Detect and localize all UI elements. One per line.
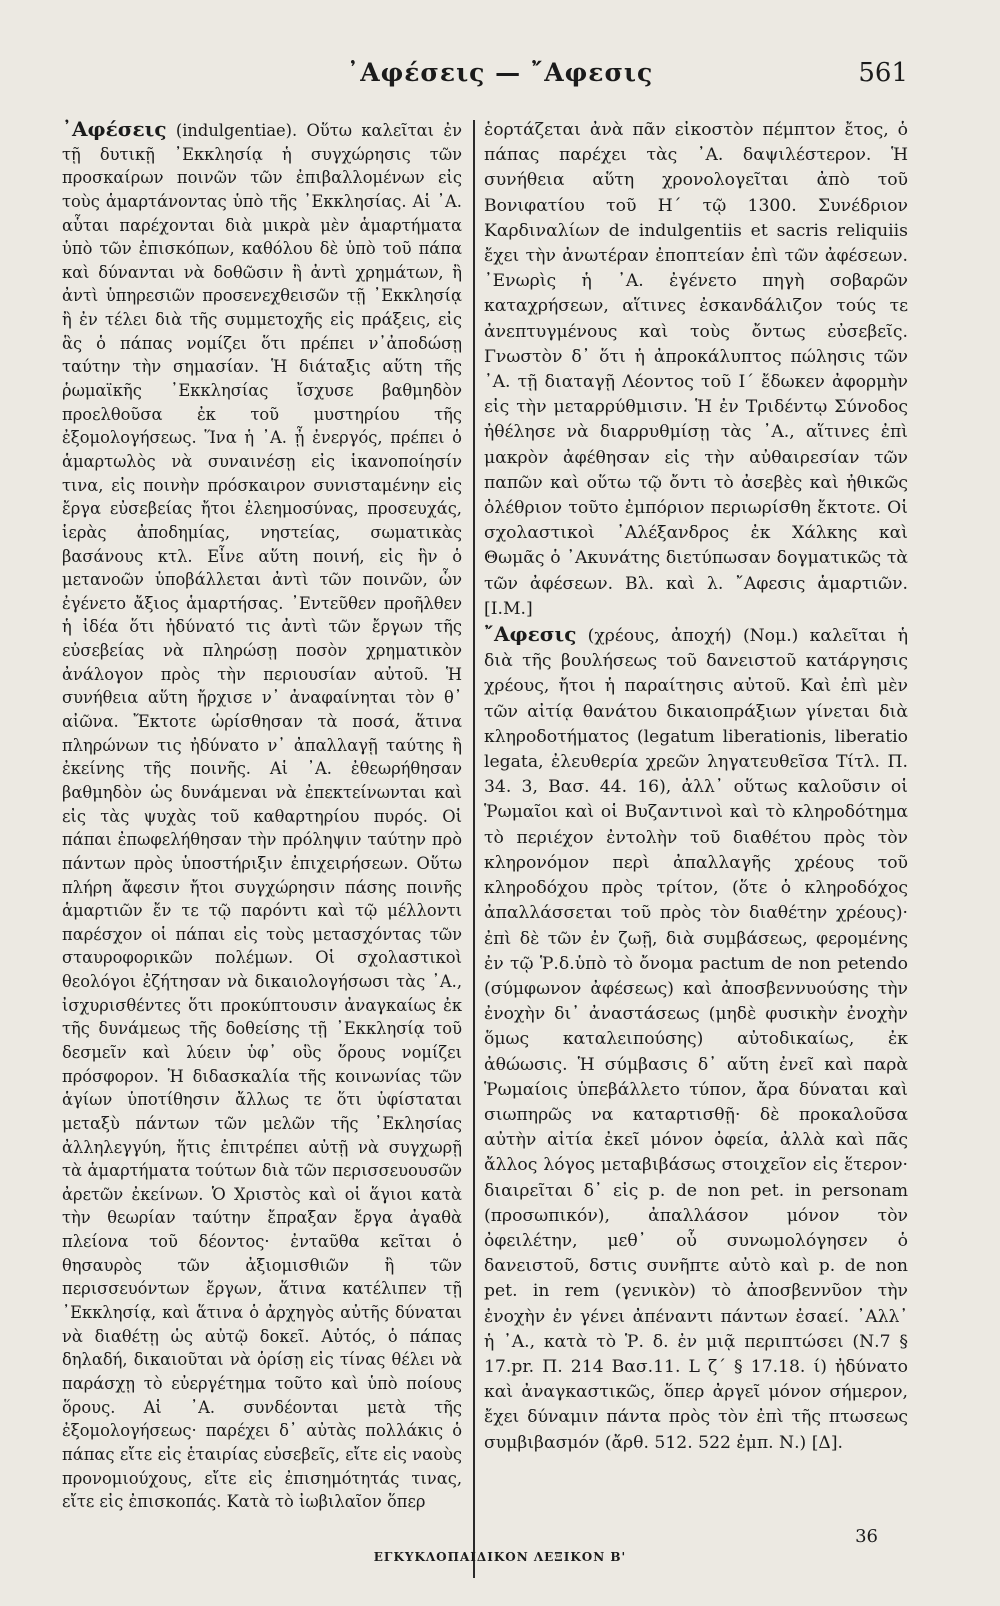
- page-header-title: ᾿Αφέσεις — ῎Αφεσις: [346, 58, 654, 87]
- signature-number: 36: [855, 1526, 878, 1547]
- right-column: [484, 118, 908, 1456]
- page-number: 561: [858, 58, 908, 88]
- column-divider: [473, 120, 475, 1578]
- entry-body: (χρέους, ἀποχή) (Νομ.) καλεῖται ἡ διὰ τῆς βουλήσεως τοῦ δανειστοῦ κατάργησις χρέους, ἤτοι ἡ παραίτησις αὐτοῦ. Καὶ ἐπὶ μὲν τῶν αἰτίᾳ θανάτου δικαιοπράξιων γίνεται διὰ κληροδοτήματος (legatum liberationis, liberatio legata, ἐλευθερία χρεῶν ληγατευθεῖσα Τίτλ. Π. 34. 3, Βασ. 44. 16), ἀλλ᾿ οὕτως καλοῦσιν οἱ Ῥωμαῖοι καὶ οἱ Βυζαντινοὶ καὶ τὸ κληροδότημα τὸ περιέχον ἐντολὴν τοῦ διαθέτου πρὸς τὸν κληρονόμον περὶ ἀπαλλαγῆς χρέους τοῦ κληροδόχου πρὸς τρίτον, (ὅτε ὁ κληροδόχος ἀπαλλάσσεται τοῦ πρὸς τὸν διαθέτην χρέους)· ἐπὶ δὲ τῶν ἐν ζωῇ, διὰ συμβάσεως, φερομένης ἐν τῷ Ῥ.δ.ὑπὸ τὸ ὄνομα pactum de non petendo (σύμφωνον ἀφέσεως) καὶ ἀποσβεννυούσης τὴν ἐνοχὴν δι᾿ ἀναστάσεως (μηδὲ φυσικὴν ἐνοχὴν ὅμως καταλειπούσης) αὐτοδικαίως, ἐκ ἀθώωσις. Ἡ σύμβασις δ᾿ αὕτη ἐνεῖ καὶ παρὰ Ῥωμαίοις ὑπεβάλλετο τύπον, ἄρα δύναται καὶ σιωπηρῶς να καταρτισθῇ· δὲ προκαλοῦσα αὐτὴν αἰτία ἐκεῖ μόνον ὀφεία, ἀλλὰ καὶ πᾶς ἄλλος λόγος μεταβιβάσως στοιχεῖον εἰς ἕτερον· διαιρεῖται δ᾿ εἰς p. de non pet. in personam (προσωπικόν), ἀπαλλάσον μόνον τὸν ὀφειλέτην, μεθ᾿ οὗ συνωμολόγησεν ὁ δανειστοῦ, δστις συνῆπτε αὐτὸ καὶ p. de non pet. in rem (γενικὸν) τὸ ἀποσβεννῦον τὴν ἐνοχὴν ἐν γένει ἀπέναντι πάντων ἐσαεί. ᾿Αλλ᾿ ἡ ᾿Α., κατὰ τὸ Ῥ. δ. ἐν μιᾷ περιπτώσει (Ν.7 § 17.pr. Π. 214 Βασ.11. L ζ΄ § 17.18. ί) ἠδύνατο καὶ ἀναγκαστικῶς, ὅπερ ἀργεῖ μόνον σήμερον, ἔχει δύναμιν πάντα πρὸς τὸν ἐπὶ τῆς πτωσεως συμβιβασμόν (ἄρθ. 512. 522 ἐμπ. Ν.) [Δ].: [484, 626, 908, 1453]
- entry-body: (indulgentiae). Οὕτω καλεῖται ἐν τῇ δυτικῇ ᾿Εκκλησίᾳ ἡ συγχώρησις τῶν προσκαίρων ποινῶν τῶν ἐπιβαλλομένων εἰς τοὺς ἁμαρτάνοντας ὑπὸ τῆς ᾿Εκκλησίας. Αἱ ᾿Α. αὗται παρέχονται διὰ μικρὰ μὲν ἁμαρτήματα ὑπὸ τῶν ἐπισκόπων, καθόλου δὲ ὑπὸ τοῦ πάπα καὶ δύνανται νὰ δοθῶσιν ἢ ἀντὶ χρημάτων, ἢ ἀντὶ ὑπηρεσιῶν προσενεχθεισῶν τῇ ᾿Εκκλησίᾳ ἢ ἐν τέλει διὰ τῆς συμμετοχῆς εἰς πράξεις, εἰς ἃς ὁ πάπας νομίζει ὅτι πρέπει ν᾿ἀποδώσῃ ταύτην τὴν σημασίαν. Ἡ διάταξις αὕτη τῆς ῥωμαϊκῆς ᾿Εκκλησίας ἴσχυσε βαθμηδὸν προελθοῦσα ἐκ τοῦ μυστηρίου τῆς ἐξομολογήσεως. Ἵνα ἡ ᾿Α. ᾖ ἐνεργός, πρέπει ὁ ἁμαρτωλὸς νὰ συναινέσῃ εἰς ἱκανοποίησίν τινα, εἰς ποινὴν πρόσκαιρον συνισταμένην εἰς ἔργα εὐσεβείας ἤτοι ἐλεημοσύνας, προσευχάς, ἱερὰς ἀποδημίας, νηστείας, σωματικὰς βασάνους κτλ. Εἶνε αὕτη ποινή, εἰς ἣν ὁ μετανοῶν ὑποβάλλεται ἀντὶ τῶν ποινῶν, ὧν ἐγένετο ἄξιος ἁμαρτήσας. ᾿Εντεῦθεν προῆλθεν ἡ ἰδέα ὅτι ἠδύνατό τις ἀντὶ τῶν ἔργων τῆς εὐσεβείας νὰ πληρώσῃ ποσὸν χρηματικὸν ἀνάλογον πρὸς τὴν περιουσίαν αὐτοῦ. Ἡ συνήθεια αὕτη ἤρχισε ν᾿ ἀναφαίνηται τὸν θ᾿ αἰῶνα. Ἔκτοτε ὡρίσθησαν τὰ ποσά, ἅτινα πληρώνων τις ἠδύνατο ν᾿ ἀπαλλαγῇ ταύτης ἢ ἐκείνης τῆς ποινῆς. Αἱ ᾿Α. ἐθεωρήθησαν βαθμηδὸν ὡς δυνάμεναι νὰ ἐπεκτείνωνται καὶ εἰς τὰς ψυχὰς τοῦ καθαρτηρίου πυρός. Οἱ πάπαι ἐπωφελήθησαν τὴν πρόληψιν ταύτην πρὸ πάντων πρὸς ὑποστήριξιν ἐπιχειρήσεων. Οὕτω πλήρη ἄφεσιν ἤτοι συγχώρησιν πάσης ποινῆς ἁμαρτιῶν ἔν τε τῷ παρόντι καὶ τῷ μέλλοντι παρέσχον οἱ πάπαι εἰς τοὺς μετασχόντας τῶν σταυροφορικῶν πολέμων. Οἱ σχολαστικοὶ θεολόγοι ἐζήτησαν νὰ δικαιολογήσωσι τὰς ᾿Α., ἰσχυρισθέντες ὅτι προκύπτουσιν ἀναγκαίως ἐκ τῆς δυνάμεως τῆς δοθείσης τῇ ᾿Εκκλησίᾳ τοῦ δεσμεῖν καὶ λύειν ὑφ᾿ οὓς ὅρους νομίζει πρόσφορον. Ἡ διδασκαλία τῆς κοινωνίας τῶν ἁγίων ὑποτίθησιν ἄλλως τε ὅτι ὑφίσταται μεταξὺ πάντων τῶν μελῶν τῆς ᾿Εκλησίας ἀλληλεγγύη, ἥτις ἐπιτρέπει αὐτῇ νὰ συγχωρῇ τὰ ἁμαρτήματα τούτων διὰ τῶν περισσευουσῶν ἀρετῶν ἐκείνων. Ὁ Χριστὸς καὶ οἱ ἅγιοι κατὰ τὴν θεωρίαν ταύτην ἔπραξαν ἔργα ἀγαθὰ πλείονα τοῦ δέοντος· ἐνταῦθα κεῖται ὁ θησαυρὸς τῶν ἀξιομισθιῶν ἢ τῶν περισσευόντων ἔργων, ἅτινα κατέλιπεν τῇ ᾿Εκκλησίᾳ, καὶ ἅτινα ὁ ἀρχηγὸς αὐτῆς δύναται νὰ διαθέτῃ ὡς αὐτῷ δοκεῖ. Αὐτός, ὁ πάπας δηλαδή, δικαιοῦται νὰ ὁρίσῃ εἰς τίνας θέλει νὰ παράσχῃ τὸ εὐεργέτημα τοῦτο καὶ ὑπὸ ποίους ὅρους. Αἱ ᾿Α. συνδέονται μετὰ τῆς ἐξομολογήσεως· παρέχει δ᾿ αὐτὰς πολλάκις ὁ πάπας εἴτε εἰς ἑταιρίας εὐσεβεῖς, εἴτε εἰς ναοὺς προνομιούχους, εἴτε εἰς ἐπισημότητάς τινας, εἴτε εἰς ἐπισκοπάς. Κατὰ τὸ ἰωβιλαῖον ὅπερ: [62, 121, 462, 1512]
- entry-afeseis-continued: ἑορτάζεται ἀνὰ πᾶν εἰκοστὸν πέμπτον ἔτος, ὁ πάπας παρέχει τὰς ᾿Α. δαψιλέστερον. Ἡ συνήθεια αὕτη χρονολογεῖται ἀπὸ τοῦ Βονιφατίου τοῦ Η΄ τῷ 1300. Συνέδριον Καρδιναλίων de indulgentiis et sacris reliquiis ἔχει τὴν ἀνωτέραν ἐποπτείαν ἐπὶ τῶν ἀφέσεων. ᾿Ενωρὶς ἡ ᾿Α. ἐγένετο πηγὴ σοβαρῶν καταχρήσεων, αἵτινες ἐσκανδάλιζον τούς τε ἀνεπτυγμένους καὶ τοὺς ὄντως εὐσεβεῖς. Γνωστὸν δ᾿ ὅτι ἡ ἀπροκάλυπτος πώλησις τῶν ᾿Α. τῇ διαταγῇ Λέοντος τοῦ Ι΄ ἔδωκεν ἀφορμὴν εἰς τὴν μεταρρύθμισιν. Ἡ ἐν Τριδέντῳ Σύνοδος ἠθέλησε νὰ διαρρυθμίσῃ τὰς ᾿Α., αἵτινες ἐπὶ μακρὸν ἀφέθησαν εἰς τὴν αὐθαιρεσίαν τῶν παπῶν καὶ οὕτω τῷ ὄντι τὸ ἀσεβὲς καὶ ἠθικῶς ὀλέθριον τοῦτο ἐμπόριον περιωρίσθη ἔκτοτε. Οἱ σχολαστικοὶ ᾿Αλέξανδρος ἐκ Χάλκης καὶ Θωμᾶς ὁ ᾿Ακυνάτης διετύπωσαν δογματικῶς τὰ τῶν ἀφέσεων. Βλ. καὶ λ. ῎Αφεσις ἁμαρτιῶν. [Ι.Μ.]: [484, 120, 908, 619]
- entry-headword: ᾿Αφέσεις: [62, 117, 167, 141]
- entry-headword: ῎Αφεσις: [484, 622, 577, 647]
- left-column: [62, 118, 462, 1514]
- entry-afesis: [484, 622, 908, 1456]
- entry-afeseis: [62, 118, 462, 1514]
- printer-signature: ΕΓΚΥΚΛΟΠΑΙΔΙΚΟΝ ΛΕΞΙΚΟΝ Β': [373, 1550, 627, 1564]
